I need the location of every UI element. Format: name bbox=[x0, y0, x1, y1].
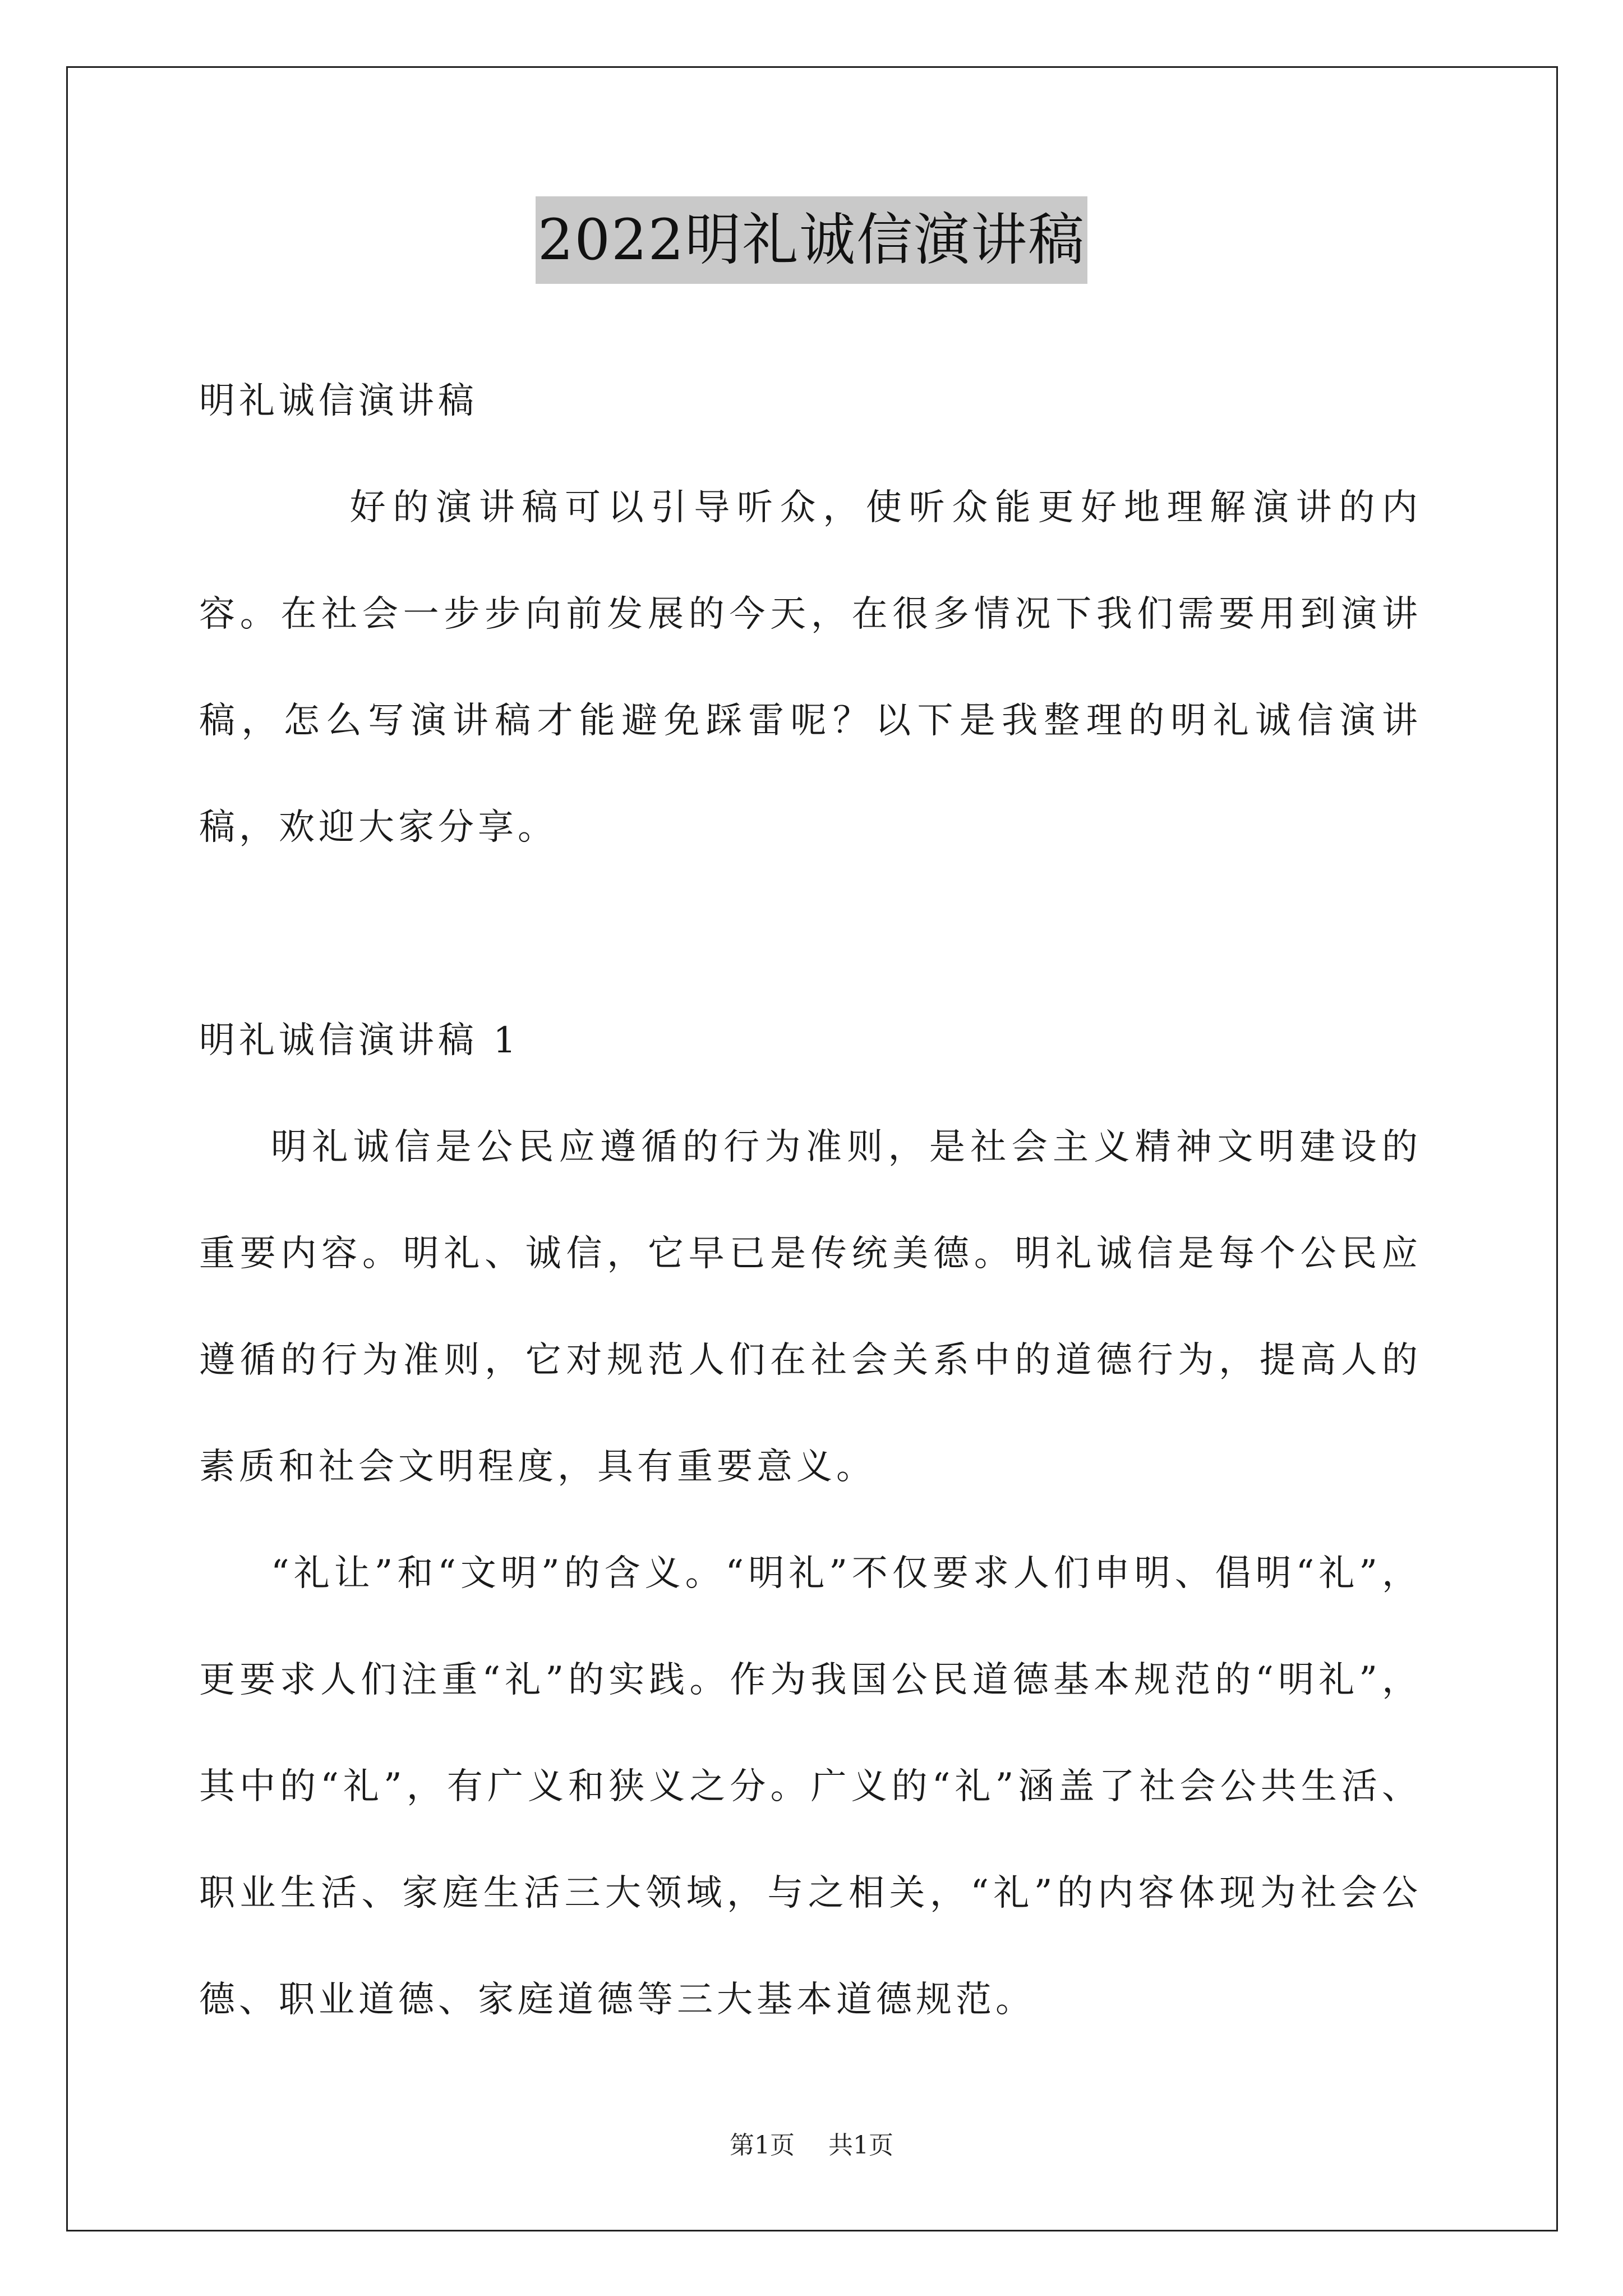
subtitle: 明礼诚信演讲稿 bbox=[199, 380, 478, 422]
document-title: 2022明礼诚信演讲稿 bbox=[536, 196, 1088, 284]
section-heading: 明礼诚信演讲稿 1 bbox=[199, 1020, 520, 1061]
intro-paragraph: 好的演讲稿可以引导听众，使听众能更好地理解演讲的内容。在社会一步步向前发展的今天，在很多情况下我们需要用到演讲稿，怎么写演讲稿才能避免踩雷呢？以下是我整理的明礼诚信演讲稿，欢迎大家分享。 bbox=[199, 487, 1422, 848]
page-number: 第1页 bbox=[730, 2131, 795, 2160]
body-paragraph-2: “礼让”和“文明”的含义。“明礼”不仅要求人们申明、倡明“礼”，更要求人们注重“礼”的实践。作为我国公民道德基本规范的“明礼”，其中的“礼”，有广义和狭义之分。广义的“礼”涵盖了社会公共生活、职业生活、家庭生活三大领域，与之相关，“礼”的内容体现为社会公德、职业道德、家庭道德等三大基本道德规范。 bbox=[199, 1553, 1422, 2021]
page-footer bbox=[0, 2129, 1623, 2162]
title-container bbox=[0, 196, 1623, 284]
page-total: 共1页 bbox=[828, 2131, 893, 2160]
spacer bbox=[199, 881, 1422, 987]
document-body bbox=[199, 348, 1422, 2053]
body-paragraph-1: 明礼诚信是公民应遵循的行为准则，是社会主义精神文明建设的重要内容。明礼、诚信，它早已是传统美德。明礼诚信是每个公民应遵循的行为准则，它对规范人们在社会关系中的道德行为，提高人的素质和社会文明程度，具有重要意义。 bbox=[199, 1126, 1422, 1488]
